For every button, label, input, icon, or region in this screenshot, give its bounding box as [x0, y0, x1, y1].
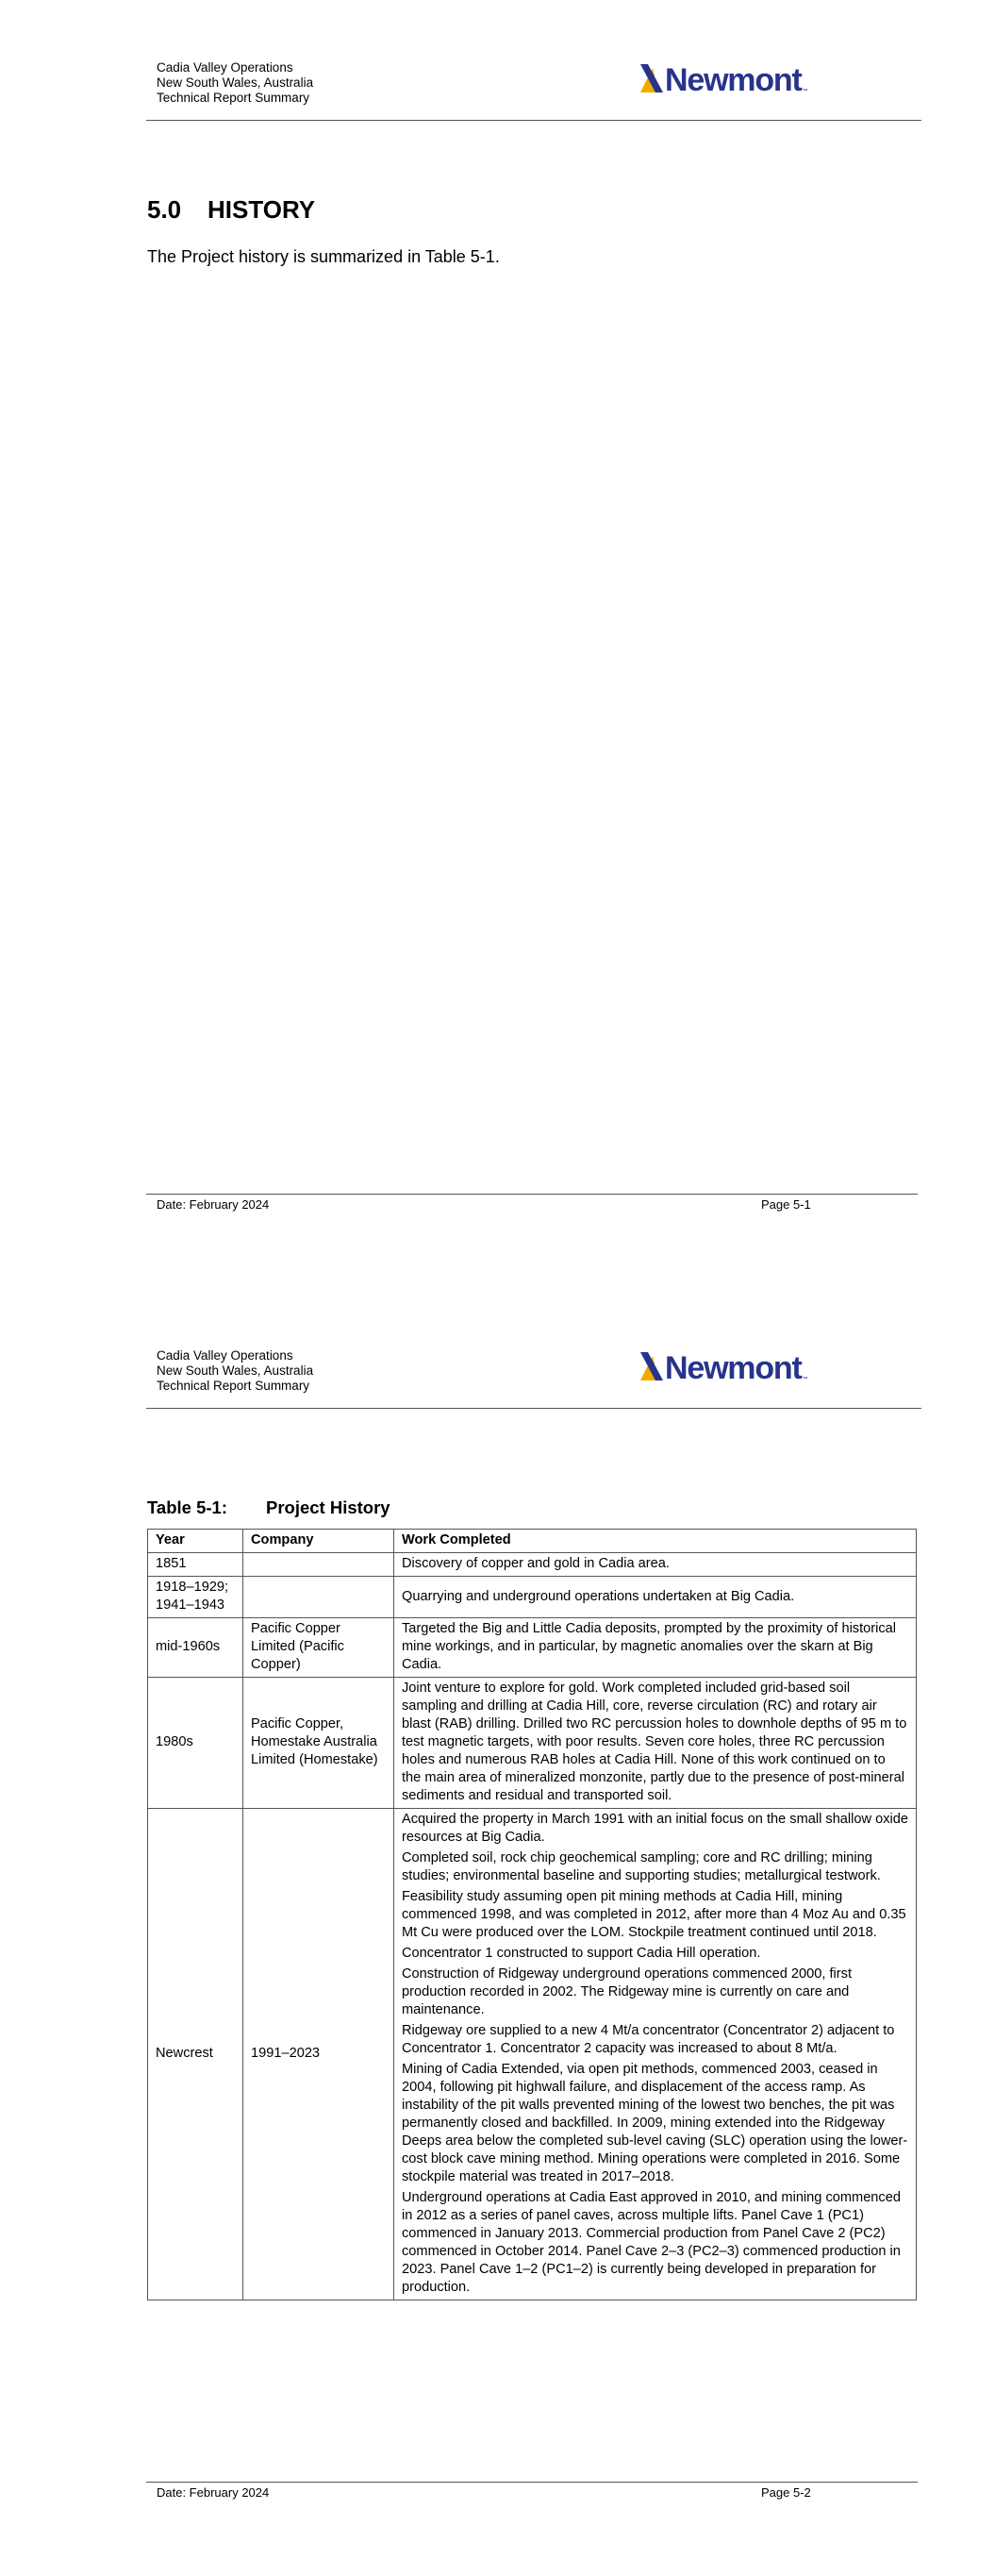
header-line-2: New South Wales, Australia — [157, 1363, 314, 1378]
project-history-table — [147, 1529, 917, 2300]
header-line-1: Cadia Valley Operations — [157, 1348, 293, 1363]
work-paragraph: Ridgeway ore supplied to a new 4 Mt/a concentrator (Concentrator 2) adjacent to Concentrator 1. Concentrator 2 capacity was increased to about 8 Mt/a. — [402, 2023, 895, 2056]
footer-page-number: Page 5-2 — [761, 2485, 811, 2500]
header-year: Year — [148, 1530, 243, 1553]
table-row — [148, 1678, 917, 1809]
table-row — [148, 1553, 917, 1577]
header-line-3: Technical Report Summary — [157, 91, 310, 105]
cell-company — [243, 1577, 394, 1618]
cell-work-completed — [394, 1618, 917, 1678]
work-paragraph: Targeted the Big and Little Cadia deposits, prompted by the proximity of historical mine workings, and in particular, by magnetic anomalies over the skarn at Big Cadia. — [402, 1621, 897, 1672]
table-caption — [147, 1497, 390, 1518]
page-2 — [0, 1288, 995, 2576]
cell-year: mid-1960s — [148, 1618, 243, 1678]
cell-company: Pacific Copper Limited (Pacific Copper) — [243, 1618, 394, 1678]
newmont-logo-mark-icon — [640, 64, 663, 92]
intro-paragraph: The Project history is summarized in Table 5-1. — [147, 247, 500, 266]
header-line-2: New South Wales, Australia — [157, 75, 314, 90]
footer-divider — [146, 1194, 918, 1195]
table-row — [148, 1577, 917, 1618]
table-row — [148, 1809, 917, 2300]
header-divider — [146, 1408, 921, 1409]
work-paragraph: Feasibility study assuming open pit mining methods at Cadia Hill, mining commenced 1998, and was completed in 2012, after more than 4 Moz Au and 0.35 Mt Cu were produced over the LOM. Stockpile treatment continued until 2018. — [402, 1889, 906, 1940]
table-row — [148, 1618, 917, 1678]
section-heading — [147, 195, 315, 225]
footer-divider — [146, 2482, 918, 2483]
table-title: Project History — [266, 1497, 390, 1517]
cell-year: 1851 — [148, 1553, 243, 1577]
cell-work-completed — [394, 1577, 917, 1618]
header-text — [157, 60, 313, 106]
newmont-logo — [640, 1352, 808, 1384]
header-text — [157, 1348, 313, 1394]
work-paragraph: Completed soil, rock chip geochemical sampling; core and RC drilling; mining studies; environmental baseline and supporting studies; metallurgical testwork. — [402, 1850, 881, 1883]
work-paragraph: Underground operations at Cadia East approved in 2010, and mining commenced in 2012 as a series of panel caves, across multiple lifts. Panel Cave 1 (PC1) commenced in January 2013. Commercial production from Panel Cave 2 (PC2) commenced in October 2014. Panel Cave 2–3 (PC2–3) commenced production in 2023. Panel Cave 1–2 (PC1–2) is currently being developed in preparation for production. — [402, 2190, 901, 2295]
work-paragraph: Quarrying and underground operations undertaken at Big Cadia. — [402, 1588, 795, 1604]
logo-trademark: ™ — [802, 89, 808, 94]
section-title: HISTORY — [207, 195, 316, 224]
work-paragraph: Construction of Ridgeway underground operations commenced 2000, first production recorded in 2002. The Ridgeway mine is currently on care and maintenance. — [402, 1966, 852, 2017]
header-work-completed: Work Completed — [394, 1530, 917, 1553]
logo-trademark: ™ — [802, 1377, 808, 1382]
newmont-logo-mark-icon — [640, 1352, 663, 1380]
work-paragraph: Joint venture to explore for gold. Work completed included grid-based soil sampling and drilling at Cadia Hill, core, reverse circulation (RC) and rotary air blast (RAB) drilling. Drilled two RC percussion holes to downhole depths of 95 m to test magnetic targets, with poor results. Seven core holes, three RC percussion holes and numerous RAB holes at Cadia Hill. None of this work continued on to the main area of mineralized monzonite, partly due to the presence of post-mineral sediments and residual and transported soil. — [402, 1681, 907, 1803]
cell-company — [243, 1553, 394, 1577]
header-divider — [146, 120, 921, 121]
cell-work-completed — [394, 1678, 917, 1809]
cell-year: 1918–1929; 1941–1943 — [148, 1577, 243, 1618]
cell-work-completed — [394, 1553, 917, 1577]
table-header-row — [148, 1530, 917, 1553]
cell-year: Newcrest — [148, 1809, 243, 2300]
work-paragraph: Mining of Cadia Extended, via open pit methods, commenced 2003, ceased in 2004, following pit highwall failure, and displacement of the access ramp. As instability of the pit walls prevented mining of the lowest two benches, the pit was permanently closed and backfilled. In 2009, mining extended into the Ridgeway Deeps area below the completed sub-level caving (SLC) operation using the lower-cost block cave mining method. Mining operations were completed in 2016. Some stockpile material was treated in 2017–2018. — [402, 2062, 908, 2184]
work-paragraph: Acquired the property in March 1991 with an initial focus on the small shallow oxide resources at Big Cadia. — [402, 1812, 909, 1845]
header-company: Company — [243, 1530, 394, 1553]
work-paragraph: Concentrator 1 constructed to support Cadia Hill operation. — [402, 1946, 761, 1961]
footer-page-number: Page 5-1 — [761, 1197, 811, 1212]
table-number: Table 5-1: — [147, 1497, 227, 1517]
cell-work-completed — [394, 1809, 917, 2300]
newmont-logo — [640, 64, 808, 96]
logo-wordmark: Newmont — [665, 1350, 802, 1386]
footer-date: Date: February 2024 — [157, 1197, 270, 1212]
logo-wordmark: Newmont — [665, 62, 802, 98]
header-line-1: Cadia Valley Operations — [157, 60, 293, 75]
cell-company: Pacific Copper, Homestake Australia Limited (Homestake) — [243, 1678, 394, 1809]
footer-date: Date: February 2024 — [157, 2485, 270, 2500]
work-paragraph: Discovery of copper and gold in Cadia area. — [402, 1556, 670, 1571]
header-line-3: Technical Report Summary — [157, 1379, 310, 1393]
section-number: 5.0 — [147, 195, 182, 224]
cell-company: 1991–2023 — [243, 1809, 394, 2300]
cell-year: 1980s — [148, 1678, 243, 1809]
